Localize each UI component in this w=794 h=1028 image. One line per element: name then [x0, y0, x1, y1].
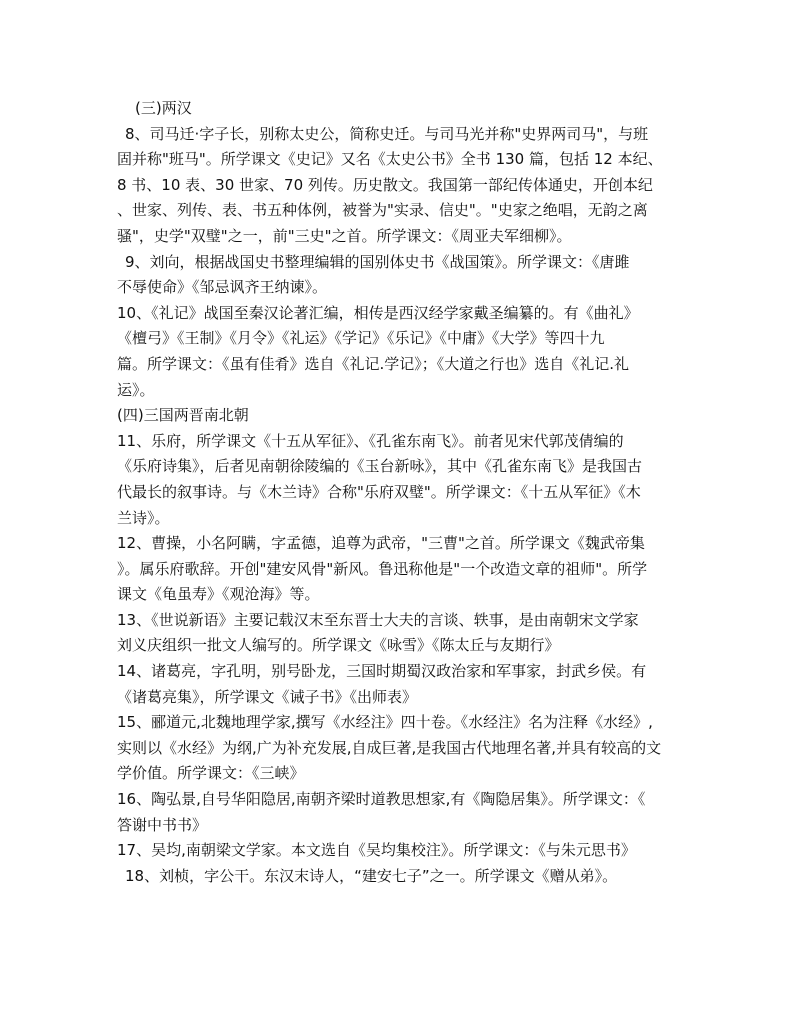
text-line: 、世家、列传、表、书五种体例，被誉为"实录、信史"。"史家之绝唱，无韵之离: [117, 201, 648, 220]
text-line: 《檀弓》《王制》《月令》《礼运》《学记》《乐记》《中庸》《大学》等四十九: [117, 329, 605, 348]
text-line: 18、刘桢，字公干。东汉末诗人，“建安七子”之一。所学课文《赠从弟》。: [125, 866, 618, 885]
text-line: 课文《龟虽寿》《观沧海》等。: [117, 585, 320, 604]
text-line: 》。属乐府歌辞。开创"建安风骨"新风。鲁迅称他是"一个改造文章的祖师"。所学: [117, 559, 648, 578]
text-line: 篇。所学课文：《虽有佳肴》选自《礼记.学记》；《大道之行也》选自《礼记.礼: [117, 354, 630, 373]
text-line: 骚"，史学"双璧"之一，前"三史"之首。所学课文：《周亚夫军细柳》。: [117, 226, 572, 245]
document-body: [117, 96, 677, 889]
text-line: 8、司马迁·字子长，别称太史公，简称史迁。与司马光并称"史界两司马"，与班: [125, 124, 649, 143]
text-line: 实则以《水经》为纲,广为补充发展,自成巨著,是我国古代地理名著,并具有较高的文: [117, 738, 662, 757]
text-line: 《诸葛亮集》，所学课文《诫子书》《出师表》: [117, 687, 418, 706]
text-line: 8 书、10 表、30 世家、70 列传。历史散文。我国第一部纪传体通史，开创本纪: [117, 175, 653, 194]
text-line: 9、刘向，根据战国史书整理编辑的国别体史书《战国策》。所学课文：《唐雎: [125, 252, 630, 271]
text-line: 16、陶弘景,自号华阳隐居,南朝齐梁时道教思想家,有《陶隐居集》。所学课文：《: [117, 790, 646, 809]
text-line: 固并称"班马"。所学课文《史记》又名《太史公书》全书 130 篇，包括 12 本纪、: [117, 150, 663, 169]
text-line: 10、《礼记》战国至秦汉论著汇编，相传是西汉经学家戴圣编纂的。有《曲礼》: [117, 303, 639, 322]
text-line: 12、曹操，小名阿瞒，字孟德，追尊为武帝，"三曹"之首。所学课文《魏武帝集: [117, 534, 645, 553]
text-line: 代最长的叙事诗。与《木兰诗》合称"乐府双璧"。所学课文：《十五从军征》《木: [117, 482, 641, 501]
text-line: 学价值。所学课文：《三峡》: [117, 764, 305, 783]
text-line: 不辱使命》《邹忌讽齐王纳谏》。: [117, 278, 328, 297]
text-line: 17、吴均,南朝梁文学家。本文选自《吴均集校注》。所学课文：《与朱元思书》: [117, 841, 636, 860]
text-line: 15、郦道元,北魏地理学家,撰写《水经注》四十卷。《水经注》名为注释《水经》,: [117, 713, 653, 732]
text-line: (三)两汉: [135, 99, 192, 117]
text-line: 兰诗》。: [117, 508, 170, 527]
text-line: 14、诸葛亮，字孔明，别号卧龙，三国时期蜀汉政治家和军事家，封武乡侯。有: [117, 662, 647, 681]
text-line: 13、《世说新语》主要记载汉末至东晋士大夫的言谈、轶事，是由南朝宋文学家: [117, 610, 639, 629]
text-line: (四)三国两晋南北朝: [117, 406, 249, 425]
text-line: 答谢中书书》: [117, 815, 208, 834]
text-line: 11、乐府，所学课文《十五从军征》、《孔雀东南飞》。前者见宋代郭茂倩编的: [117, 431, 624, 450]
text-line: 《乐府诗集》，后者见南朝徐陵编的《玉台新咏》，其中《孔雀东南飞》是我国古: [117, 457, 643, 476]
text-line: 运》。: [117, 380, 155, 399]
text-line: 刘义庆组织一批文人编写的。所学课文《咏雪》《陈太丘与友期行》: [117, 636, 560, 655]
